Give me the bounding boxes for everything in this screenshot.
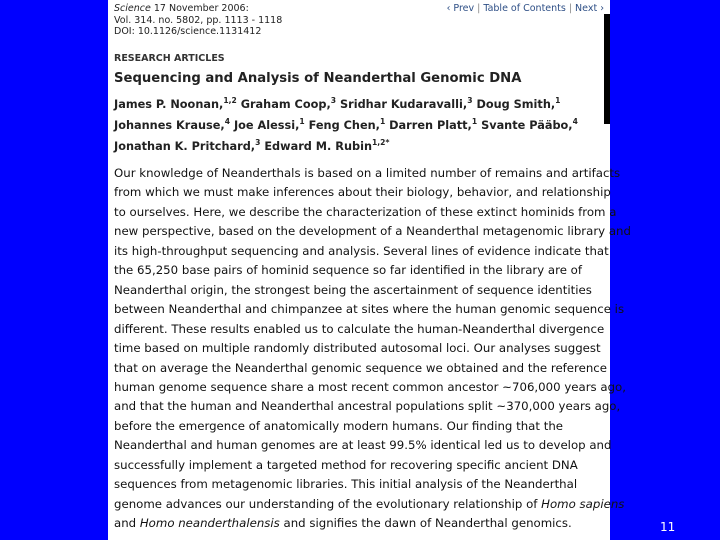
abstract-line: [114, 495, 625, 514]
author-name[interactable]: James P. Noonan,: [114, 98, 224, 111]
author-name[interactable]: Edward M. Rubin: [264, 140, 372, 153]
author-affiliation: 4: [224, 117, 230, 127]
author-affiliation: 3: [467, 96, 473, 106]
abstract-text: and: [114, 516, 140, 531]
abstract-line: between Neanderthal and chimpanzee at sites where the human genomic sequence is: [114, 302, 625, 317]
article-title: Sequencing and Analysis of Neanderthal Genomic DNA: [114, 71, 522, 86]
article-nav: [447, 3, 604, 14]
author-affiliation: 3: [330, 96, 337, 106]
abstract: [114, 164, 631, 534]
scrollbar-edge: [604, 14, 610, 124]
author-affiliation: 3: [255, 138, 261, 148]
author-affiliation: 1: [555, 96, 561, 106]
author-name[interactable]: Darren Platt,: [389, 119, 472, 132]
author-line: [114, 115, 608, 136]
pub-date: 17 November 2006:: [153, 3, 249, 14]
abstract-line: its high-throughput sequencing and analysis. Several lines of evidence indicate that: [114, 243, 609, 258]
journal-name: Science: [114, 3, 151, 14]
abstract-line: to ourselves. Here, we describe the characterization of these extinct hominids from a: [114, 204, 617, 219]
author-name[interactable]: Sridhar Kudaravalli,: [339, 98, 468, 111]
author-affiliation: 1,2*: [372, 138, 390, 148]
abstract-text: genome advances our understanding of the evolutionary relationship of: [114, 496, 542, 511]
toc-link[interactable]: Table of Contents: [483, 3, 566, 14]
author-name[interactable]: Joe Alessi,: [233, 119, 300, 132]
species-name: Homo sapiens: [541, 496, 625, 511]
author-name[interactable]: Doug Smith,: [476, 98, 556, 111]
citation-block: [114, 3, 282, 38]
species-name: Homo neanderthalensis: [139, 516, 280, 531]
author-affiliation: 1,2: [223, 96, 237, 106]
volume-info: Vol. 314. no. 5802, pp. 1113 - 1118: [114, 14, 283, 26]
author-list: [114, 94, 608, 157]
author-affiliation: 1: [299, 117, 305, 127]
author-name[interactable]: Graham Coop,: [240, 98, 331, 111]
abstract-line: from which we must make inferences about their biology, behavior, and relationship: [114, 185, 611, 200]
abstract-line: sequences from metagenomic libraries. This initial analysis of the Neanderthal: [114, 477, 578, 492]
article-page: [108, 0, 631, 540]
author-name[interactable]: Jonathan K. Pritchard,: [114, 140, 256, 153]
abstract-line: the 65,250 base pairs of hominid sequence so far identified in the library are of: [114, 263, 582, 278]
abstract-line: Our knowledge of Neanderthals is based on a limited number of remains and artifacts: [114, 166, 621, 180]
abstract-line: Neanderthal origin, the strongest being the ascertainment of sequence identities: [114, 282, 592, 297]
abstract-line: that on average the Neanderthal genomic sequence we obtained and the reference: [114, 360, 607, 375]
abstract-line: Neanderthal and human genomes are at least 99.5% identical led us to develop and: [114, 438, 612, 453]
author-line: [114, 94, 608, 115]
abstract-line: new perspective, based on the development of a Neanderthal metagenomic library and: [114, 224, 631, 239]
abstract-line: successfully implement a targeted method for recovering specific ancient DNA: [114, 457, 578, 472]
prev-link[interactable]: ‹ Prev: [446, 3, 475, 14]
abstract-text: and signifies the dawn of Neanderthal genomics.: [279, 516, 572, 531]
section-heading: RESEARCH ARTICLES: [114, 53, 225, 64]
author-line: [114, 136, 608, 157]
abstract-line: before the emergence of anatomically modern humans. Our finding that the: [114, 418, 564, 433]
slide-number: 11: [660, 520, 676, 534]
author-affiliation: 4: [572, 117, 578, 127]
nav-separator: |: [477, 3, 481, 14]
abstract-line: human genome sequence share a most recent common ancestor ~706,000 years ago,: [114, 379, 626, 394]
next-link[interactable]: Next ›: [575, 3, 604, 14]
author-affiliation: 1: [471, 117, 478, 127]
abstract-line: [114, 514, 610, 533]
author-name[interactable]: Svante Pääbo,: [481, 119, 573, 132]
abstract-line: time based on multiple randomly distributed autosomal loci. Our analyses suggest: [114, 341, 601, 356]
doi: DOI: 10.1126/science.1131412: [114, 26, 262, 37]
nav-separator: |: [568, 3, 573, 14]
author-name[interactable]: Johannes Krause,: [114, 119, 225, 132]
author-affiliation: 1: [379, 117, 386, 127]
abstract-line: different. These results enabled us to calculate the human-Neanderthal divergence: [114, 321, 605, 336]
abstract-line: and that the human and Neanderthal ancestral populations split ~370,000 years ago,: [114, 399, 621, 414]
author-name[interactable]: Feng Chen,: [308, 119, 380, 132]
